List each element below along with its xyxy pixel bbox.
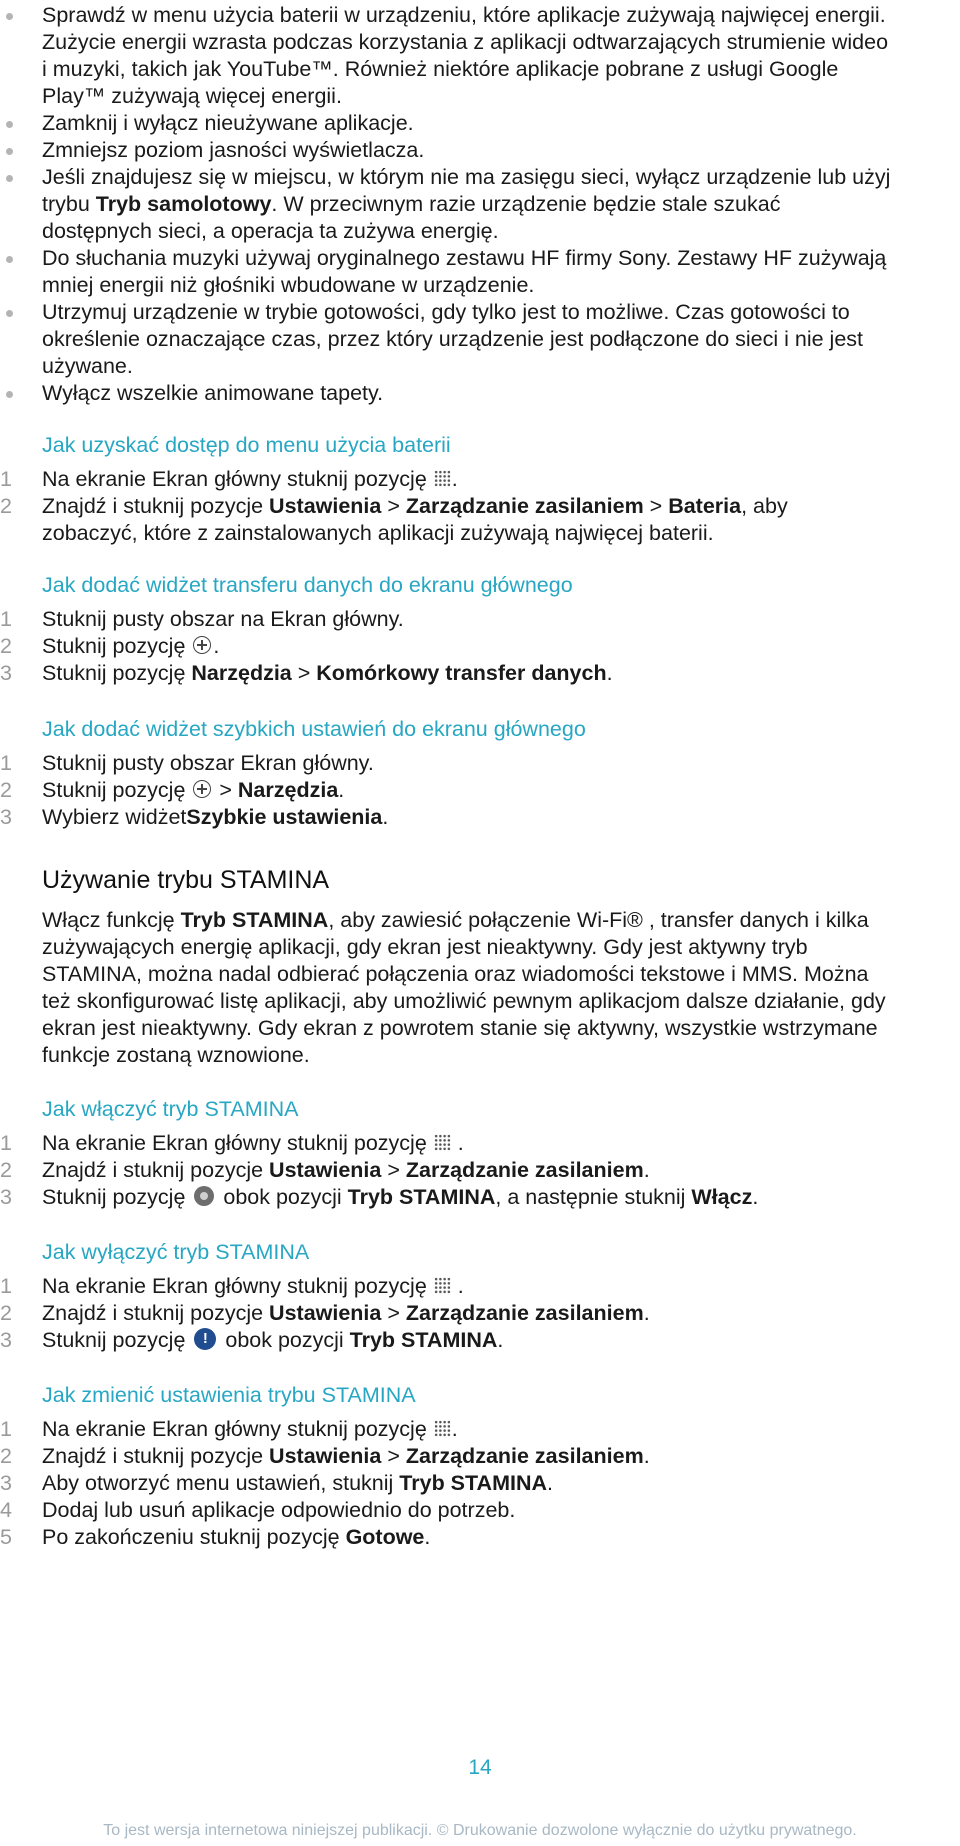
step <box>0 777 960 804</box>
text-run: > <box>643 494 669 518</box>
text-run: > <box>381 1158 406 1182</box>
step-text: Stuknij pusty obszar na Ekran główny. <box>42 607 404 631</box>
step-text: zobaczyć, które z zainstalowanych aplikacji zużywają najwięcej baterii. <box>42 521 714 545</box>
text-run: trybu <box>42 192 96 216</box>
list-item <box>0 164 960 191</box>
text-run: Znajdź i stuknij pozycje <box>42 494 270 518</box>
heading-enable-stamina: Jak włączyć tryb STAMINA <box>42 1097 299 1121</box>
step-text <box>42 660 613 687</box>
step <box>0 1416 960 1443</box>
text-run: Na ekranie Ekran główny stuknij pozycję <box>42 1274 433 1298</box>
list-item <box>0 380 960 407</box>
list-item-text: określenie oznaczające czas, przez który urządzenie jest podłączone do sieci i nie jest <box>42 327 864 351</box>
text-run: Znajdź i stuknij pozycje <box>42 1301 270 1325</box>
steps-stamina-settings <box>0 1416 960 1551</box>
text-run: Na ekranie Ekran główny stuknij pozycję <box>42 1131 433 1155</box>
list-item-text: Jeśli znajdujesz się w miejscu, w którym nie ma zasięgu sieci, wyłącz urządzenie lub użyj <box>42 165 891 189</box>
step-number: 1 <box>0 1274 12 1298</box>
step <box>0 606 960 633</box>
step-number: 2 <box>0 778 12 802</box>
step-number: 2 <box>0 494 12 518</box>
settings-label: Ustawienia <box>269 1301 382 1325</box>
step <box>0 1184 960 1211</box>
stamina-mode-label: Tryb STAMINA <box>180 908 329 932</box>
power-management-label: Zarządzanie zasilaniem <box>405 494 644 518</box>
list-item-continuation <box>0 353 960 380</box>
step <box>0 1273 960 1300</box>
step-text <box>42 1470 553 1497</box>
battery-label: Bateria <box>668 494 742 518</box>
list-item-continuation <box>0 83 960 110</box>
list-item <box>0 110 960 137</box>
text-run: > <box>291 661 317 685</box>
step <box>0 1300 960 1327</box>
step-number: 1 <box>0 1131 12 1155</box>
power-management-label: Zarządzanie zasilaniem <box>405 1301 644 1325</box>
text-run: , aby <box>741 494 788 518</box>
list-item <box>0 245 960 272</box>
step <box>0 1497 960 1524</box>
step <box>0 1524 960 1551</box>
settings-label: Ustawienia <box>269 1158 382 1182</box>
list-item-text: Zmniejsz poziom jasności wyświetlacza. <box>42 138 425 162</box>
list-item-continuation <box>0 272 960 299</box>
step-text <box>42 1524 430 1551</box>
step-text <box>42 804 388 831</box>
step-number: 2 <box>0 1444 12 1468</box>
paragraph-line <box>0 1042 960 1069</box>
step-number: 2 <box>0 1158 12 1182</box>
paragraph-text: STAMINA, można nadal odbierać połączenia oraz wiadomości tekstowe i MMS. Można <box>42 962 869 986</box>
text-run: obok pozycji <box>219 1328 350 1352</box>
text-run: > <box>381 1301 406 1325</box>
quick-settings-label: Szybkie ustawienia <box>186 805 383 829</box>
text-run: Znajdź i stuknij pozycje <box>42 1444 270 1468</box>
list-item-continuation <box>0 56 960 83</box>
tools-label: Narzędzia <box>237 778 339 802</box>
step-number: 3 <box>0 1328 12 1352</box>
list-item-text: Do słuchania muzyki używaj oryginalnego zestawu HF firmy Sony. Zestawy HF zużywają <box>42 246 887 270</box>
list-item-text: Wyłącz wszelkie animowane tapety. <box>42 381 384 405</box>
power-management-label: Zarządzanie zasilaniem <box>405 1444 644 1468</box>
step <box>0 660 960 687</box>
step-text <box>42 1416 458 1443</box>
step-text <box>42 1327 503 1354</box>
list-item-text: Utrzymuj urządzenie w trybie gotowości, gdy tylko jest to możliwe. Czas gotowości to <box>42 300 850 324</box>
bullet-dot <box>6 256 13 263</box>
text-run: . <box>424 1525 431 1549</box>
list-item-text: używane. <box>42 354 133 378</box>
apps-grid-icon <box>434 1134 451 1151</box>
step <box>0 1327 960 1354</box>
paragraph-line <box>0 961 960 988</box>
paragraph-line <box>0 988 960 1015</box>
step-continuation <box>0 520 960 547</box>
step-number: 1 <box>0 1417 12 1441</box>
stamina-intro-paragraph <box>0 907 960 1069</box>
step-number: 1 <box>0 751 12 775</box>
step <box>0 1443 960 1470</box>
stamina-mode-label: Tryb STAMINA <box>399 1471 548 1495</box>
text-run: Włącz funkcję <box>42 908 181 932</box>
heading-battery-usage: Jak uzyskać dostęp do menu użycia baterii <box>42 433 451 457</box>
steps-battery-usage <box>0 466 960 547</box>
heading-data-widget: Jak dodać widżet transferu danych do ekranu głównego <box>42 573 573 597</box>
enable-label: Włącz <box>691 1185 753 1209</box>
text-run: Po zakończeniu stuknij pozycję <box>42 1525 346 1549</box>
step-text <box>42 1130 464 1157</box>
text-run: . <box>497 1328 504 1352</box>
heading-stamina-settings: Jak zmienić ustawienia trybu STAMINA <box>42 1383 416 1407</box>
text-run: . <box>752 1185 759 1209</box>
list-item <box>0 299 960 326</box>
settings-label: Ustawienia <box>269 1444 382 1468</box>
power-management-label: Zarządzanie zasilaniem <box>405 1158 644 1182</box>
list-item-text: i muzyki, takich jak YouTube™. Również niektóre aplikacje pobrane z usługi Google <box>42 57 839 81</box>
bullet-dot <box>6 310 13 317</box>
step-number: 2 <box>0 1301 12 1325</box>
text-run: . <box>547 1471 553 1495</box>
step-number: 5 <box>0 1525 12 1549</box>
paragraph-text <box>42 907 869 934</box>
step <box>0 633 960 660</box>
step-text <box>42 1443 650 1470</box>
text-run: . <box>643 1158 650 1182</box>
text-run: Stuknij pozycję <box>42 1328 192 1352</box>
add-circle-icon <box>193 636 211 654</box>
paragraph-text: funkcje zostaną wznowione. <box>42 1043 310 1067</box>
bullet-dot <box>6 391 13 398</box>
text-run: > <box>381 1444 406 1468</box>
step-text <box>42 1300 650 1327</box>
page-number: 14 <box>468 1756 492 1779</box>
text-run: Znajdź i stuknij pozycje <box>42 1158 270 1182</box>
step-number: 4 <box>0 1498 12 1522</box>
heading-disable-stamina: Jak wyłączyć tryb STAMINA <box>42 1240 310 1264</box>
text-run: , aby zawiesić połączenie Wi-Fi® , transfer danych i kilka <box>328 908 869 932</box>
list-item <box>0 137 960 164</box>
step-text <box>42 493 788 520</box>
mobile-data-label: Komórkowy transfer danych <box>316 661 607 685</box>
apps-grid-icon <box>434 1277 451 1294</box>
steps-quick-settings-widget <box>0 750 960 831</box>
paragraph-text: też skonfigurować listę aplikacji, aby umożliwić pewnym aplikacjom dalsze działanie, gdy <box>42 989 886 1013</box>
steps-data-widget <box>0 606 960 687</box>
paragraph-line <box>0 1015 960 1042</box>
step-text <box>42 1157 650 1184</box>
text-run: . W przeciwnym razie urządzenie będzie stale szukać <box>271 192 781 216</box>
list-item-continuation <box>0 218 960 245</box>
text-run: > <box>381 494 406 518</box>
paragraph-text: ekran jest nieaktywny. Gdy ekran z powrotem stanie się aktywny, wszystkie wstrzymane <box>42 1016 878 1040</box>
text-run: . <box>451 1131 464 1155</box>
list-item-text <box>42 191 780 218</box>
text-run: . <box>451 1417 458 1441</box>
airplane-mode-label: Tryb samolotowy <box>95 192 272 216</box>
step-number: 3 <box>0 1185 12 1209</box>
step <box>0 750 960 777</box>
paragraph-line <box>0 934 960 961</box>
list-item-continuation <box>0 326 960 353</box>
apps-grid-icon <box>434 1420 451 1437</box>
add-circle-icon <box>193 780 211 798</box>
text-run: Stuknij pozycję <box>42 661 192 685</box>
toggle-off-icon: ! <box>194 1328 216 1350</box>
list-item-text: Sprawdź w menu użycia baterii w urządzeniu, które aplikacje zużywają najwięcej energii. <box>42 3 886 27</box>
bullet-dot <box>6 148 13 155</box>
step <box>0 804 960 831</box>
text-run: . <box>451 1274 464 1298</box>
text-run: Stuknij pozycję <box>42 778 192 802</box>
step <box>0 1130 960 1157</box>
text-run: obok pozycji <box>217 1185 348 1209</box>
text-run: Na ekranie Ekran główny stuknij pozycję <box>42 467 433 491</box>
step-number: 3 <box>0 661 12 685</box>
step-text <box>42 1184 758 1211</box>
tools-label: Narzędzia <box>191 661 292 685</box>
apps-grid-icon <box>434 470 451 487</box>
text-run: . <box>382 805 389 829</box>
done-label: Gotowe <box>345 1525 425 1549</box>
text-run: . <box>606 661 613 685</box>
steps-disable-stamina <box>0 1273 960 1354</box>
tips-bullet-list <box>0 2 960 407</box>
text-run: Na ekranie Ekran główny stuknij pozycję <box>42 1417 433 1441</box>
bullet-dot <box>6 121 13 128</box>
step-text <box>42 466 458 493</box>
text-run: . <box>643 1444 650 1468</box>
list-item <box>0 2 960 29</box>
step-text <box>42 777 344 804</box>
stamina-mode-label: Tryb STAMINA <box>349 1328 498 1352</box>
list-item-continuation <box>0 191 960 218</box>
bullet-dot <box>6 13 13 20</box>
steps-enable-stamina <box>0 1130 960 1211</box>
heading-quick-settings-widget: Jak dodać widżet szybkich ustawień do ekranu głównego <box>42 717 586 741</box>
step-number: 1 <box>0 467 12 491</box>
text-run: , a następnie stuknij <box>495 1185 692 1209</box>
text-run: Stuknij pozycję <box>42 634 192 658</box>
step-text: Dodaj lub usuń aplikacje odpowiednio do potrzeb. <box>42 1498 516 1522</box>
list-item-text: Zużycie energii wzrasta podczas korzystania z aplikacji odtwarzających strumienie wideo <box>42 30 889 54</box>
text-run: Aby otworzyć menu ustawień, stuknij <box>42 1471 400 1495</box>
text-run: . <box>643 1301 650 1325</box>
step-number: 1 <box>0 607 12 631</box>
step-number: 3 <box>0 805 12 829</box>
step <box>0 493 960 520</box>
footer-note: To jest wersja internetowa niniejszej publikacji. © Drukowanie dozwolone wyłącznie do użytku prywatnego. <box>103 1822 857 1839</box>
list-item-text: Zamknij i wyłącz nieużywane aplikacje. <box>42 111 414 135</box>
step-number: 2 <box>0 634 12 658</box>
step <box>0 466 960 493</box>
text-run: Wybierz widżet <box>42 805 187 829</box>
paragraph-line <box>0 907 960 934</box>
list-item-continuation <box>0 29 960 56</box>
stamina-mode-label: Tryb STAMINA <box>347 1185 496 1209</box>
paragraph-text: zużywających energię aplikacji, gdy ekran jest nieaktywny. Gdy jest aktywny tryb <box>42 935 808 959</box>
step <box>0 1470 960 1497</box>
list-item-text: dostępnych sieci, a operacja ta zużywa energię. <box>42 219 499 243</box>
text-run: . <box>213 634 220 658</box>
text-run: > <box>213 778 238 802</box>
text-run: . <box>451 467 458 491</box>
section-title-stamina: Używanie trybu STAMINA <box>42 866 330 894</box>
text-run: . <box>338 778 345 802</box>
toggle-on-icon <box>194 1186 214 1206</box>
list-item-text: Play™ zużywają więcej energii. <box>42 84 342 108</box>
step <box>0 1157 960 1184</box>
step-text <box>42 1273 464 1300</box>
step-text: Stuknij pusty obszar Ekran główny. <box>42 751 374 775</box>
list-item-text: mniej energii niż głośniki wbudowane w urządzenie. <box>42 273 535 297</box>
settings-label: Ustawienia <box>269 494 382 518</box>
step-number: 3 <box>0 1471 12 1495</box>
step-text <box>42 633 219 660</box>
text-run: Stuknij pozycję <box>42 1185 192 1209</box>
bullet-dot <box>6 175 13 182</box>
